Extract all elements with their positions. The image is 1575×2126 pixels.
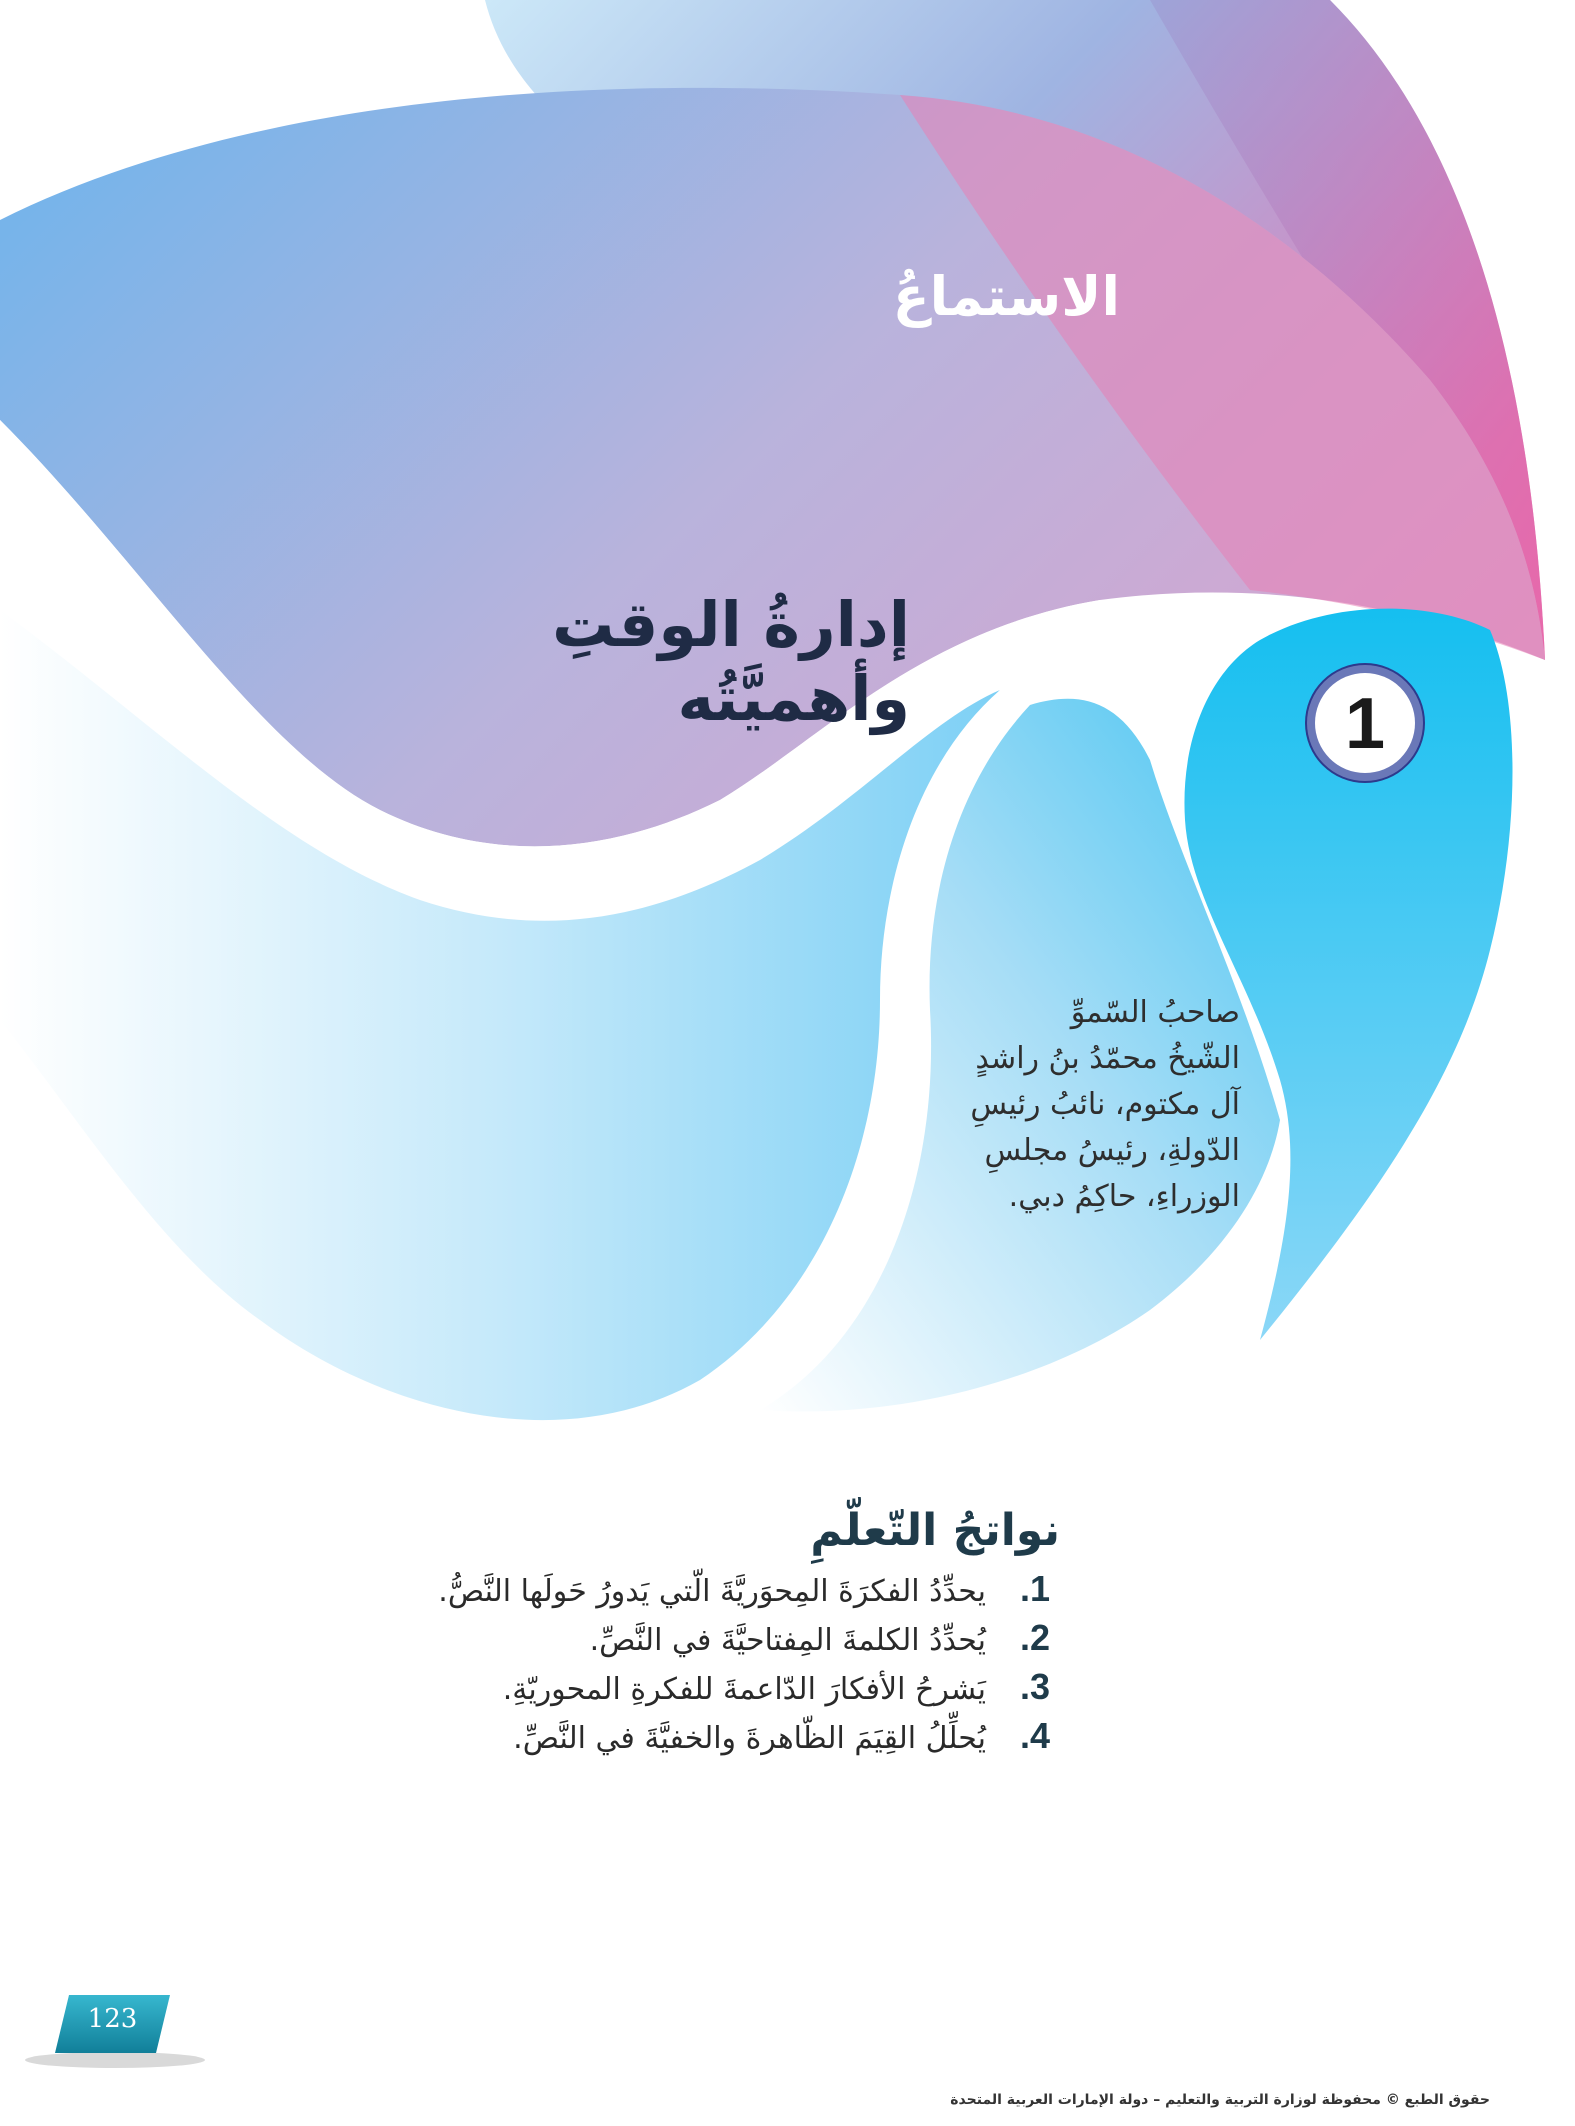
outcome-number: 3.: [1019, 1666, 1050, 1707]
outcome-text: يَشرحُ الأفكارَ الدّاعمةَ للفكرةِ المحوريّةِ.: [502, 1672, 986, 1707]
learning-outcomes-list: [420, 1568, 1050, 1764]
quote-caption: [930, 990, 1240, 1220]
outcome-number: 2.: [1019, 1617, 1050, 1658]
learning-outcomes-heading: نواتجُ التّعلّمِ: [810, 1505, 1060, 1556]
quote-line: صاحبُ السّموِّ: [1070, 995, 1240, 1030]
copyright-notice: حقوق الطبع © محفوظة لوزارة التربية والتعليم – دولة الإمارات العربية المتحدة: [950, 2092, 1490, 2108]
lesson-title: إدارةُ الوقتِ وأهميَّتُه: [552, 588, 910, 736]
lesson-number-badge: [1302, 660, 1428, 786]
outcome-item: [420, 1666, 1050, 1714]
outcome-number: 1.: [1019, 1568, 1050, 1609]
outcome-text: يُحدِّدُ الكلمةَ المِفتاحيَّةَ في النَّصِّ.: [589, 1623, 986, 1658]
section-label: الاستماعُ: [892, 265, 1120, 328]
quote-line: الوزراءِ، حاكِمُ دبي.: [1008, 1179, 1240, 1214]
page-number: 123: [87, 2004, 138, 2034]
outcome-item: [420, 1715, 1050, 1763]
quote-line: الشّيخُ محمّدُ بنُ راشدٍ: [975, 1041, 1240, 1076]
quote-line: الدّولةِ، رئيسُ مجلسِ: [984, 1133, 1240, 1168]
lesson-number: 1: [1344, 684, 1386, 764]
outcome-number: 4.: [1019, 1715, 1050, 1756]
outcome-text: يُحلِّلُ القِيَمَ الظّاهرةَ والخفيَّةَ في النَّصِّ.: [513, 1721, 986, 1756]
outcome-text: يحدِّدُ الفكرَةَ المِحوَريَّةَ الّتي يَدورُ حَولَها النَّصُّ.: [438, 1574, 986, 1609]
outcome-item: [420, 1568, 1050, 1616]
quote-line: آل مكتوم، نائبُ رئيسِ: [970, 1087, 1240, 1122]
outcome-item: [420, 1617, 1050, 1665]
